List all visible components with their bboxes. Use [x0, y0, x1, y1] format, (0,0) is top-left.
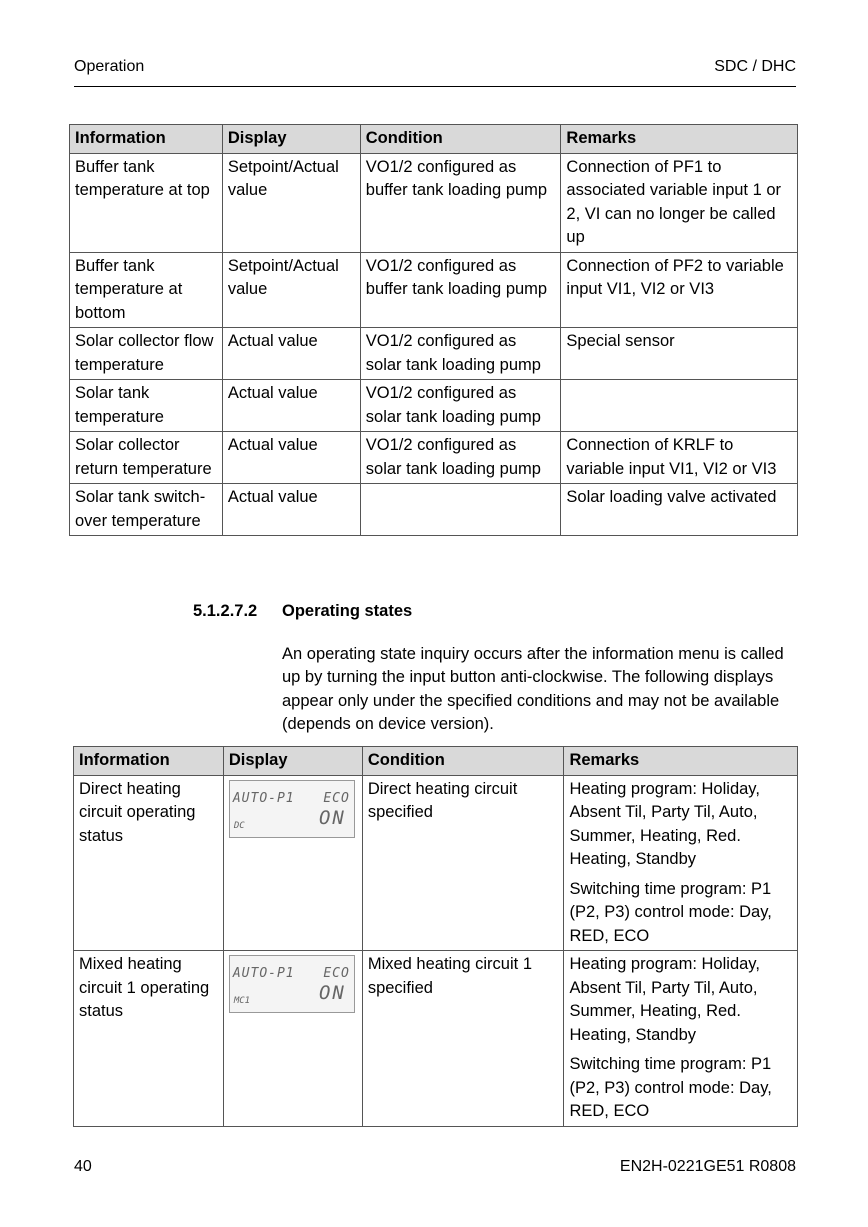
column-header: Remarks [564, 747, 798, 776]
remark-switching-program: Switching time program: P1 (P2, P3) control mode: Day, RED, ECO [569, 879, 772, 945]
table-row [70, 432, 798, 484]
cell-remarks [564, 951, 798, 1127]
page-header [74, 56, 796, 87]
column-header: Condition [360, 125, 561, 154]
lcd-circuit: MC1 [233, 996, 251, 1006]
lcd-circuit: DC [233, 820, 245, 831]
cell-condition: Mixed heating circuit 1 specified [362, 951, 564, 1127]
lcd-state: ON [318, 982, 346, 1004]
cell-remarks: Solar loading valve activated [561, 484, 798, 536]
cell-display: Actual value [222, 432, 360, 484]
cell-display: Setpoint/Actual value [222, 153, 360, 252]
cell-display: Actual value [222, 484, 360, 536]
cell-condition: Direct heating circuit specified [362, 775, 564, 951]
cell-information: Solar tank temperature [70, 380, 223, 432]
cell-display: Actual value [222, 380, 360, 432]
cell-information: Buffer tank temperature at top [70, 153, 223, 252]
cell-information: Solar collector return temperature [70, 432, 223, 484]
section-intro: An operating state inquiry occurs after the information menu is called up by turning the input button anti-clockwise. The following displays appear only under the specified conditions and may not be available (depends on device version). [282, 645, 784, 733]
lcd-mode: ECO [323, 966, 350, 981]
lcd-program: AUTO-P1 [232, 790, 295, 806]
section-heading [193, 602, 412, 621]
cell-condition: VO1/2 configured as buffer tank loading pump [360, 153, 561, 252]
lcd-program: AUTO-P1 [232, 966, 295, 981]
lcd-state: ON [318, 806, 346, 829]
cell-condition [360, 484, 561, 536]
cell-information: Solar tank switch-over temperature [70, 484, 223, 536]
cell-information: Mixed heating circuit 1 operating status [74, 951, 224, 1127]
column-header: Display [222, 125, 360, 154]
table-row [70, 484, 798, 536]
cell-remarks [564, 775, 798, 951]
lcd-display [229, 955, 355, 1013]
cell-condition: VO1/2 configured as solar tank loading pump [360, 380, 561, 432]
header-product: SDC / DHC [714, 58, 796, 75]
header-section-title: Operation [74, 58, 145, 75]
page-number: 40 [74, 1158, 92, 1175]
table-row [70, 153, 798, 252]
cell-remarks: Connection of PF1 to associated variable input 1 or 2, VI can no longer be called up [561, 153, 798, 252]
cell-remarks [561, 380, 798, 432]
remark-heating-program: Heating program: Holiday, Absent Til, Party Til, Auto, Summer, Heating, Red. Heating, Standby [569, 955, 760, 1044]
cell-condition: VO1/2 configured as buffer tank loading pump [360, 252, 561, 328]
table-row [70, 328, 798, 380]
cell-display [223, 775, 362, 951]
lcd-mode: ECO [323, 790, 350, 806]
remark-heating-program: Heating program: Holiday, Absent Til, Party Til, Auto, Summer, Heating, Red. Heating, Standby [569, 779, 760, 868]
table-row [70, 252, 798, 328]
remark-switching-program: Switching time program: P1 (P2, P3) control mode: Day, RED, ECO [569, 1055, 772, 1120]
cell-remarks: Connection of PF2 to variable input VI1, VI2 or VI3 [561, 252, 798, 328]
section-title: Operating states [282, 602, 413, 620]
cell-information: Buffer tank temperature at bottom [70, 252, 223, 328]
column-header: Remarks [561, 125, 798, 154]
cell-display: Setpoint/Actual value [222, 252, 360, 328]
cell-condition: VO1/2 configured as solar tank loading pump [360, 432, 561, 484]
cell-information: Solar collector flow temperature [70, 328, 223, 380]
table-header-row [74, 747, 798, 776]
cell-remarks: Special sensor [561, 328, 798, 380]
table-row [70, 380, 798, 432]
cell-condition: VO1/2 configured as solar tank loading pump [360, 328, 561, 380]
cell-remarks: Connection of KRLF to variable input VI1, VI2 or VI3 [561, 432, 798, 484]
cell-display [223, 951, 362, 1127]
table-header-row [70, 125, 798, 154]
section-number: 5.1.2.7.2 [193, 602, 258, 620]
column-header: Information [74, 747, 224, 776]
document-id: EN2H-0221GE51 R0808 [619, 1158, 796, 1175]
column-header: Display [223, 747, 362, 776]
information-table [69, 124, 798, 536]
cell-display: Actual value [222, 328, 360, 380]
operating-states-table [73, 746, 798, 1127]
lcd-display [229, 780, 355, 838]
cell-information: Direct heating circuit operating status [74, 775, 224, 951]
table-row [74, 951, 798, 1127]
column-header: Condition [362, 747, 564, 776]
column-header: Information [70, 125, 223, 154]
table-row [74, 775, 798, 951]
